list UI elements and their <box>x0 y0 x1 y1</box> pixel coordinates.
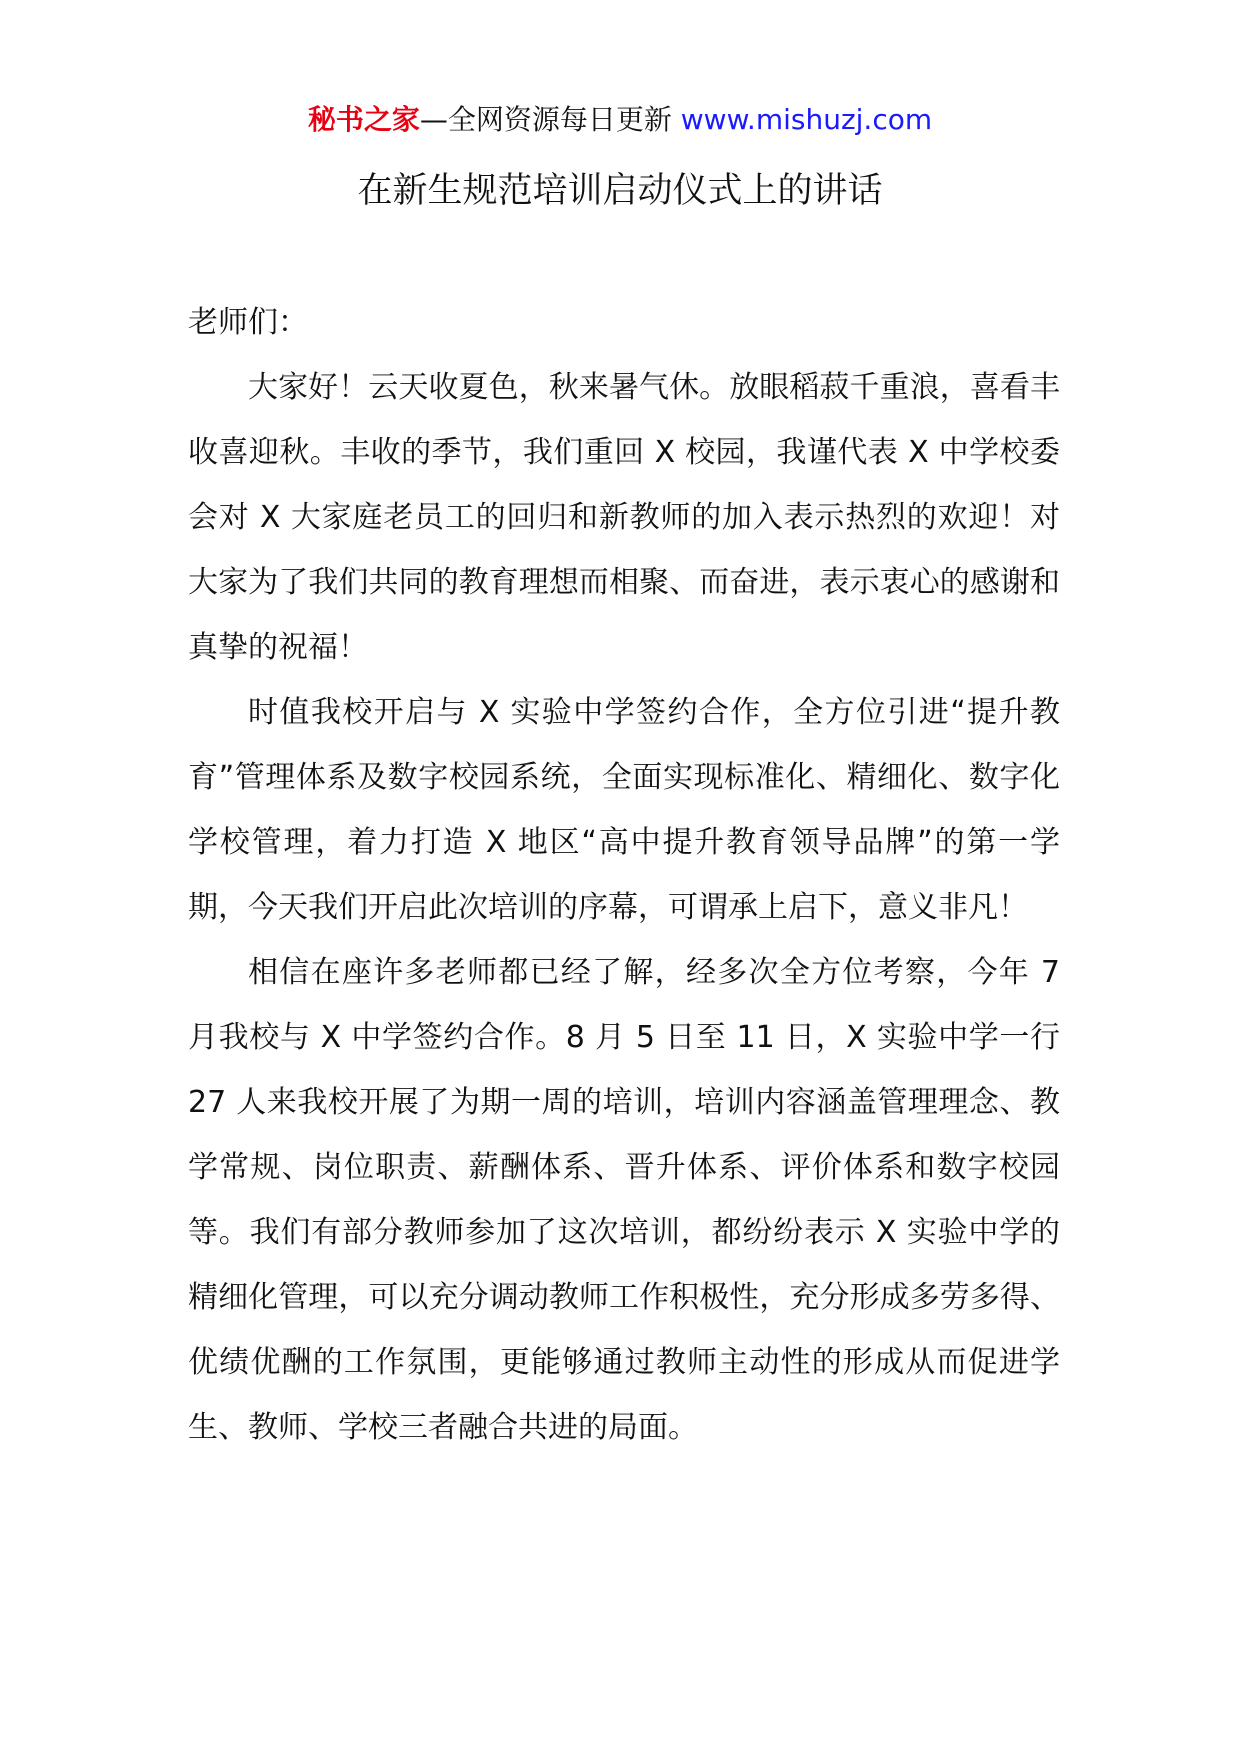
document-body <box>188 290 1060 1460</box>
site-header <box>0 100 1240 140</box>
site-url-link[interactable]: www.mishuzj.com <box>680 103 933 136</box>
paragraph-3: 相信在座许多老师都已经了解，经多次全方位考察，今年 7 月我校与 X 中学签约合作。8 月 5 日至 11 日，X 实验中学一行 27 人来我校开展了为期一周的培训，培训内容涵盖管理理念、教学常规、岗位职责、薪酬体系、晋升体系、评价体系和数字校园等。我们有部分教师参加了这次培训，都纷纷表示 X 实验中学的精细化管理，可以充分调动教师工作积极性，充分形成多劳多得、优绩优酬的工作氛围，更能够通过教师主动性的形成从而促进学生、教师、学校三者融合共进的局面。 <box>188 955 1060 1445</box>
document-title: 在新生规范培训启动仪式上的讲话 <box>357 171 883 211</box>
site-tagline: —全网资源每日更新 <box>419 103 681 136</box>
salutation: 老师们： <box>188 305 308 340</box>
paragraph-2: 时值我校开启与 X 实验中学签约合作，全方位引进“提升教育”管理体系及数字校园系统，全面实现标准化、精细化、数字化学校管理，着力打造 X 地区“高中提升教育领导品牌”的第一学期，今天我们开启此次培训的序幕，可谓承上启下，意义非凡！ <box>188 695 1060 925</box>
paragraph-1: 大家好！云天收夏色，秋来暑气休。放眼稻菽千重浪，喜看丰收喜迎秋。丰收的季节，我们重回 X 校园，我谨代表 X 中学校委会对 X 大家庭老员工的回归和新教师的加入表示热烈的欢迎！对大家为了我们共同的教育理想而相聚、而奋进，表示衷心的感谢和真挚的祝福！ <box>188 370 1060 665</box>
brand-name: 秘书之家 <box>307 103 420 136</box>
